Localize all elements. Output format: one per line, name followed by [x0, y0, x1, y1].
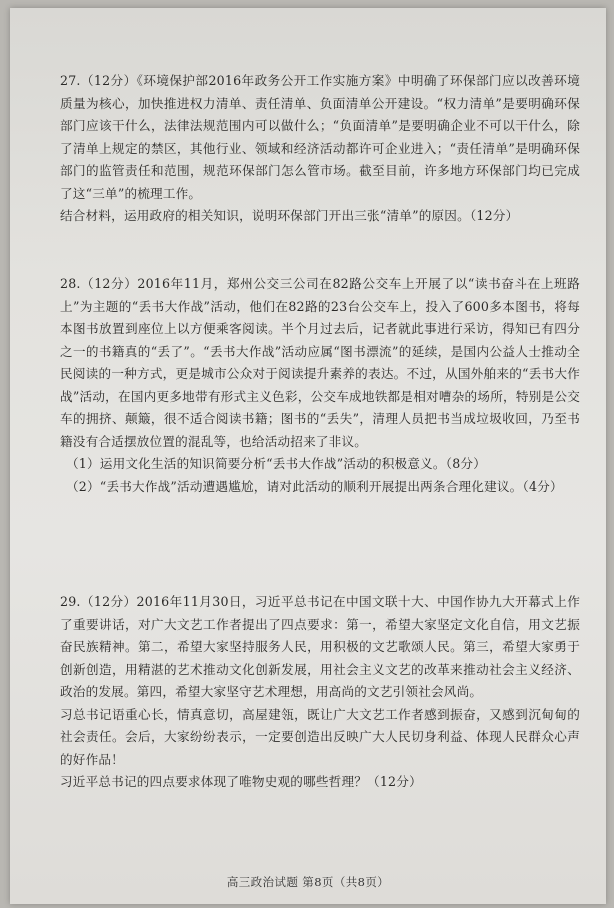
question-29-para2: 习总书记语重心长，情真意切，高屋建瓴，既让广大文艺工作者感到振奋，又感到沉甸甸的社会责任。会后，大家纷纷表示，一定要创造出反映广大人民切身利益、体现人民群众心声的好作品！: [60, 706, 580, 767]
question-27: [60, 70, 580, 228]
page-footer: 高三政治试题 第8页（共8页）: [226, 875, 390, 889]
question-29-prompt: 习近平总书记的四点要求体现了唯物史观的哪些哲理？（12分）: [60, 774, 422, 789]
question-29: [60, 591, 580, 794]
exam-page: [10, 8, 606, 904]
question-28-sub2: （2）“丢书大作战”活动遭遇尴尬，请对此活动的顺利开展提出两条合理化建议。（4分）: [66, 478, 563, 494]
question-29-body: 29.（12分）2016年11月30日，习近平总书记在中国文联十大、中国作协九大开幕式上作了重要讲话，对广大文艺工作者提出了四点要求：第一，希望大家坚定文化自信，用文艺振奋民族精神。第二，希望大家坚持服务人民，用积极的文艺歌颂人民。第三，希望大家勇于创新创造，用精湛的艺术推动文化创新发展，用社会主义文艺的改革来推动社会主义经济、政治的发展。第四，希望大家坚守艺术理想，用高尚的文艺引领社会风尚。: [60, 594, 580, 699]
question-27-body: 27.（12分）《环境保护部2016年政务公开工作实施方案》中明确了环保部门应以改善环境质量为核心，加快推进权力清单、责任清单、负面清单公开建设。“权力清单”是要明确环保部门应该干什么，法律法规范围内可以做什么；“负面清单”是要明确企业不可以干什么，除了清单上规定的禁区，其他行业、领域和经济活动都许可企业进入；“责任清单”是明确环保部门的监管责任和范围，规范环保部门怎么管市场。截至目前，许多地方环保部门均已完成了这“三单”的梳理工作。: [60, 73, 580, 201]
question-28: [60, 273, 580, 498]
question-28-body: 28.（12分）2016年11月，郑州公交三公司在82路公交车上开展了以“读书奋斗在上班路上”为主题的“丢书大作战”活动，他们在82路的23台公交车上，投入了600多本图书，将每本图书放置到座位上以方便乘客阅读。半个月过去后，记者就此事进行采访，得知已有四分之一的书籍真的“丢了”。“丢书大作战”活动应属“图书漂流”的延续，是国内公益人士推动全民阅读的一种方式，更是城市公众对于阅读提升素养的表达。不过，从国外舶来的“丢书大作战”活动，在国内更多地带有形式主义色彩，公交车成地铁都是相对嘈杂的场所，特别是公交车的拥挤、颠簸，很不适合阅读书籍；图书的“丢失”，清理人员把书当成垃圾收回，乃至书籍没有合适摆放位置的混乱等，也给活动招来了非议。: [60, 276, 580, 449]
question-28-sub1: （1）运用文化生活的知识简要分析“丢书大作战”活动的积极意义。（8分）: [66, 456, 487, 471]
question-27-prompt: 结合材料，运用政府的相关知识，说明环保部门开出三张“清单”的原因。（12分）: [60, 208, 519, 223]
